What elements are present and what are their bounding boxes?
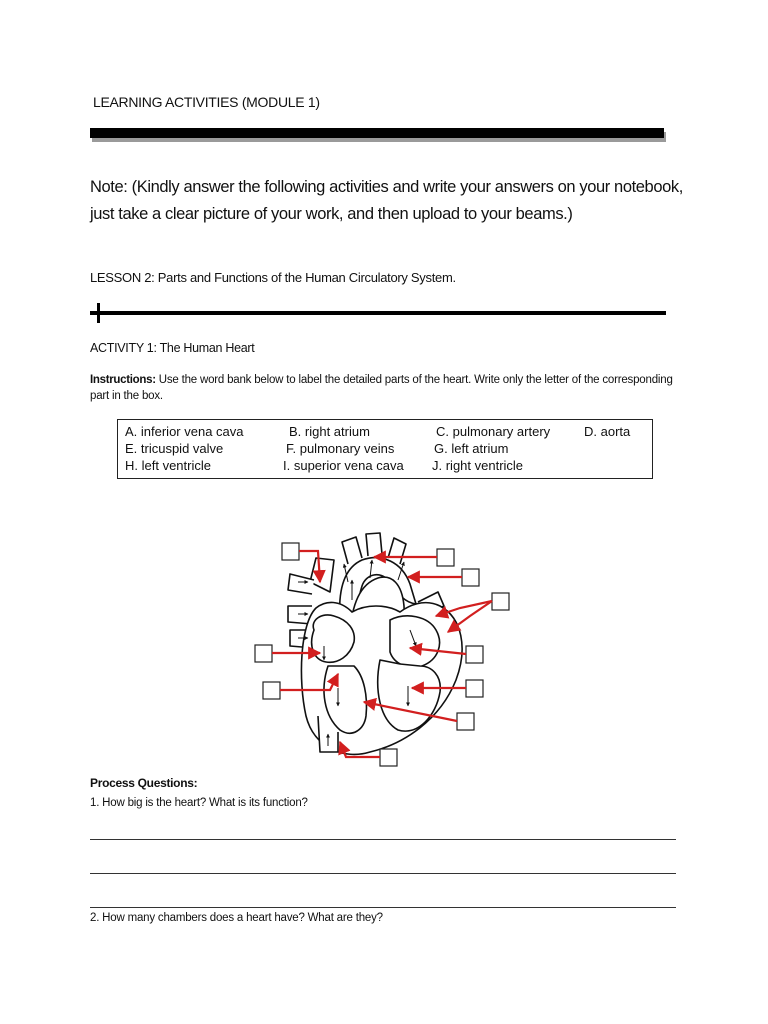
label-box <box>282 543 299 560</box>
question-2: 2. How many chambers does a heart have? What are they? <box>90 912 383 924</box>
word-bank-item: I. superior vena cava <box>283 458 404 473</box>
word-bank-item: H. left ventricle <box>125 458 211 473</box>
answer-line <box>90 907 676 908</box>
aorta-branch <box>342 537 362 564</box>
section-divider-thick <box>90 128 664 138</box>
label-box <box>466 646 483 663</box>
word-bank-item: G. left atrium <box>434 441 509 456</box>
label-box <box>492 593 509 610</box>
aorta-branch <box>388 538 406 564</box>
question-1: 1. How big is the heart? What is its function? <box>90 797 308 809</box>
label-box <box>462 569 479 586</box>
label-box <box>457 713 474 730</box>
label-box <box>437 549 454 566</box>
word-bank-item: C. pulmonary artery <box>436 424 551 439</box>
word-bank-item: E. tricuspid valve <box>125 441 224 456</box>
word-bank-item: A. inferior vena cava <box>125 424 244 439</box>
label-box <box>255 645 272 662</box>
lesson-title: LESSON 2: Parts and Functions of the Human Circulatory System. <box>90 270 456 285</box>
divider-tick <box>97 303 100 323</box>
note-text: Note: (Kindly answer the following activities and write your answers on your notebook, just take a clear picture of your work, and then upload to your beams.) <box>90 178 683 223</box>
answer-line <box>90 873 676 874</box>
word-bank-item: B. right atrium <box>289 424 370 439</box>
process-questions-title: Process Questions: <box>90 776 198 790</box>
instructions <box>90 372 680 404</box>
word-bank-item: J. right ventricle <box>432 458 524 473</box>
section-divider-thin <box>90 311 666 315</box>
word-bank-item: D. aorta <box>584 424 631 439</box>
label-box <box>380 749 397 766</box>
answer-line <box>90 839 676 840</box>
aorta-branch <box>366 533 382 556</box>
activity-title: ACTIVITY 1: The Human Heart <box>90 341 255 355</box>
heart-diagram <box>240 520 520 772</box>
module-title: LEARNING ACTIVITIES (MODULE 1) <box>93 94 320 110</box>
label-box <box>263 682 280 699</box>
label-box <box>466 680 483 697</box>
instructions-label: Instructions: <box>90 374 156 386</box>
word-bank <box>117 419 653 479</box>
instructions-text: Use the word bank below to label the detailed parts of the heart. Write only the letter of the corresponding part in the box. <box>90 374 673 402</box>
word-bank-item: F. pulmonary veins <box>286 441 395 456</box>
